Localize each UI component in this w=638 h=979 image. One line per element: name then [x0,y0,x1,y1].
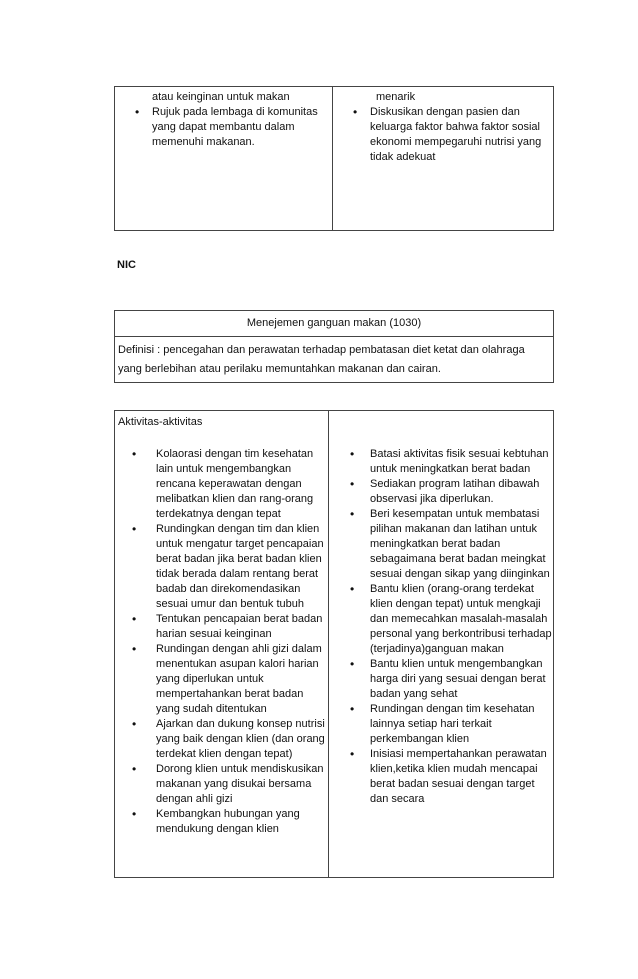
list-item: • Sediakan program latihan dibawah observasi jika diperlukan. [329,477,553,507]
list-item: • Rundingan dengan ahli gizi dalam menentukan asupan kalori harian yang diperlukan untuk mempertahankan berat badan yang sudah ditentukan [115,642,328,717]
left-continuation-text: atau keinginan untuk makan [152,91,290,103]
list-item: • Bantu klien (orang-orang terdekat klien dengan tepat) untuk mengkaji dan memecahkan masalah-masalah personal yang berkontribusi terhadap (terjadinya)ganguan makan [329,582,553,657]
list-item: • Bantu klien untuk mengembangkan harga diri yang sesuai dengan berat badan yang sehat [329,657,553,702]
list-item: • Ajarkan dan dukung konsep nutrisi yang baik dengan klien (dan orang terdekat klien dengan tepat) [115,717,328,762]
intervention-title: Menejemen ganguan makan (1030) [115,311,553,337]
list-item: • Diskusikan dengan pasien dan keluarga faktor bahwa faktor sosial ekonomi mempegaruhi nutrisi yang tidak adekuat [333,105,553,165]
right-continuation-text: menarik [376,91,416,103]
continuation-left-cell [115,87,333,230]
activities-right-cell [329,411,553,877]
activities-right-list [329,447,553,807]
activities-left-list [115,447,328,837]
list-item: • Batasi aktivitas fisik sesuai kebtuhan untuk meningkatkan berat badan [329,447,553,477]
list-item: • Rundingkan dengan tim dan klien untuk mengatur target pencapaian berat badan jika berat badan klien tidak berada dalam rentang berat badab dan direkomendasikan sesuai umur dan bentuk tubuh [115,522,328,612]
nic-label: NIC [117,259,136,271]
list-item: • Beri kesempatan untuk membatasi pilihan makanan dan latihan untuk meningkatkan berat badan sebagaimana berat badan meingkat sesuai dengan sikap yang diinginkan [329,507,553,582]
activities-header: Aktivitas-aktivitas [118,416,203,428]
continuation-right-cell [333,87,553,230]
list-item: • Kembangkan hubungan yang mendukung dengan klien [115,807,328,837]
list-item: • Tentukan pencapaian berat badan harian sesuai keinginan [115,612,328,642]
list-item: • Inisiasi mempertahankan perawatan klien,ketika klien mudah mencapai berat badan sesuai dengan target dan secara [329,747,553,807]
left-bullet-list [115,105,332,150]
list-item: • Rujuk pada lembaga di komunitas yang dapat membantu dalam memenuhi makanan. [115,105,332,150]
activities-left-cell [115,411,329,877]
list-item: • Dorong klien untuk mendiskusikan makanan yang disukai bersama dengan ahli gizi [115,762,328,807]
continuation-table [114,86,554,231]
right-bullet-list [333,105,553,165]
list-item: • Kolaorasi dengan tim kesehatan lain untuk mengembangkan rencana keperawatan dengan melibatkan klien dan rang-orang terdekatnya dengan tepat [115,447,328,522]
activities-table [114,410,554,878]
intervention-definition-table [114,310,554,383]
list-item: • Rundingan dengan tim kesehatan lainnya setiap hari terkait perkembangan klien [329,702,553,747]
intervention-definition: Definisi : pencegahan dan perawatan terhadap pembatasan diet ketat dan olahraga yang berlebihan atau perilaku memuntahkan makanan dan cairan. [118,344,525,375]
